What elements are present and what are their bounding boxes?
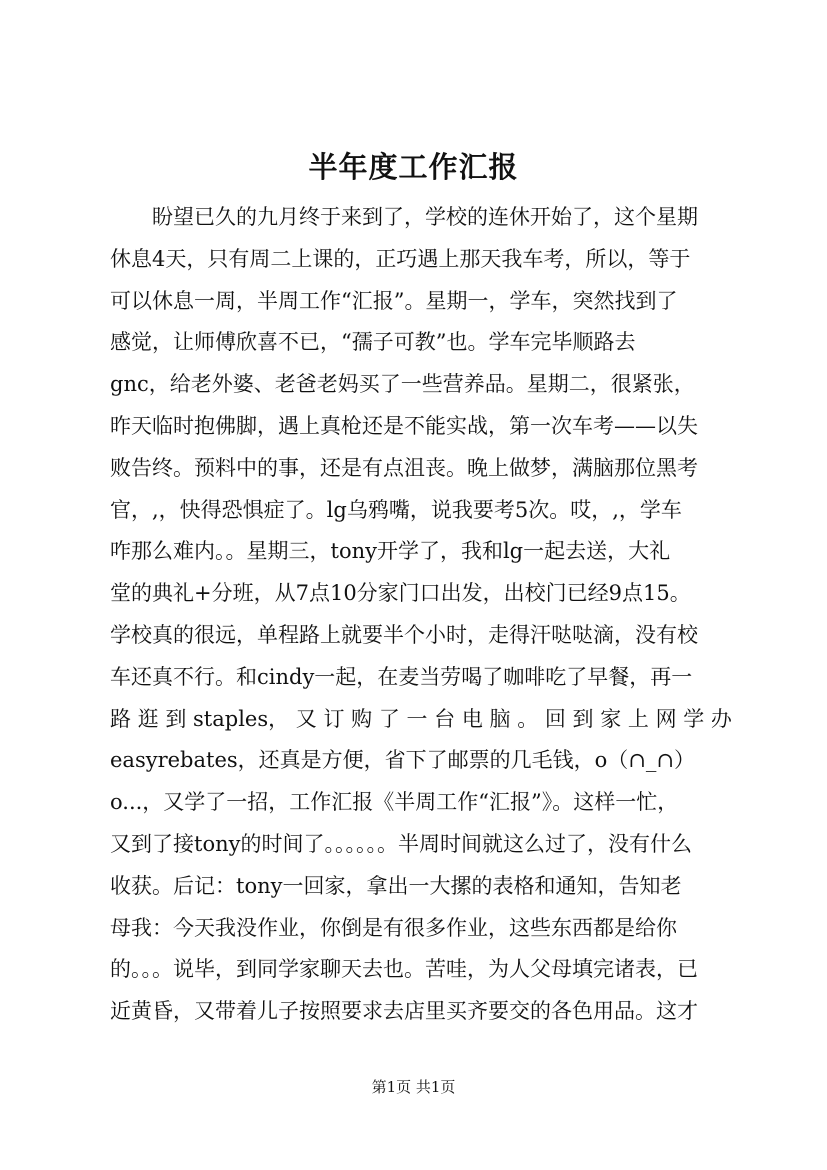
- document-title: 半年度工作汇报: [308, 150, 519, 184]
- text-line: 盼望已久的九月终于来到了，学校的连休开始了，这个星期: [152, 205, 698, 229]
- document-page: 半年度工作汇报 盼望已久的九月终于来到了，学校的连休开始了，这个星期 休息4天，只有周二上课的，正巧遇上那天我车考，所以，等于 可以休息一周，半周工作“汇报”。星期一，学车，突然找到了 感觉，让师傅欣喜不已，“孺子可教”也。学车完毕顺路去 gnc，给老外婆、老爸老妈买了一些营养品。星期二，很紧张， 昨天临时抱佛脚，遇上真枪还是不能实战，第一次车考——以失 败告终。预料中的事，还是有点沮丧。晚上做梦，满脑那位黑考 官，,，快得恐惧症了。lg乌鸦嘴，说我要考5次。哎，,，学车 咋那么难内。。星期三，tony开学了，我和lg一起去送，大礼 堂的典礼+分班，从7点10分家门口出发，出校门已经9点15。 学校真的很远，单程路上就要半个小时，走得汗哒哒滴，没有校 车还真不行。和cindy一起，在麦当劳喝了咖啡吃了早餐，再一 路 逛 到 staples， 又 订 购 了 一 台 电 脑 。 回 到 家 上 网 学 办 easyrebates，还真是方便，省下了邮票的几毛钱，o（∩_∩） o...，又学了一招，工作汇报《半周工作“汇报”》。这样一忙， 又到了接tony的时间了。。。。。。半周时间就这么过了，没有什么 收获。后记：tony一回家，拿出一大摞的表格和通知，告知老 母我：今天我没作业，你倒是有很多作业，这些东西都是给你 的。。。说毕，到同学家聊天去也。苦哇，为人父母填完诸表，已 近黄昏，又带着儿子按照要求去店里买齐要交的各色用品。这才 第1页 共1页: [0, 0, 827, 1170]
- page-footer: 第1页 共1页: [371, 1078, 456, 1096]
